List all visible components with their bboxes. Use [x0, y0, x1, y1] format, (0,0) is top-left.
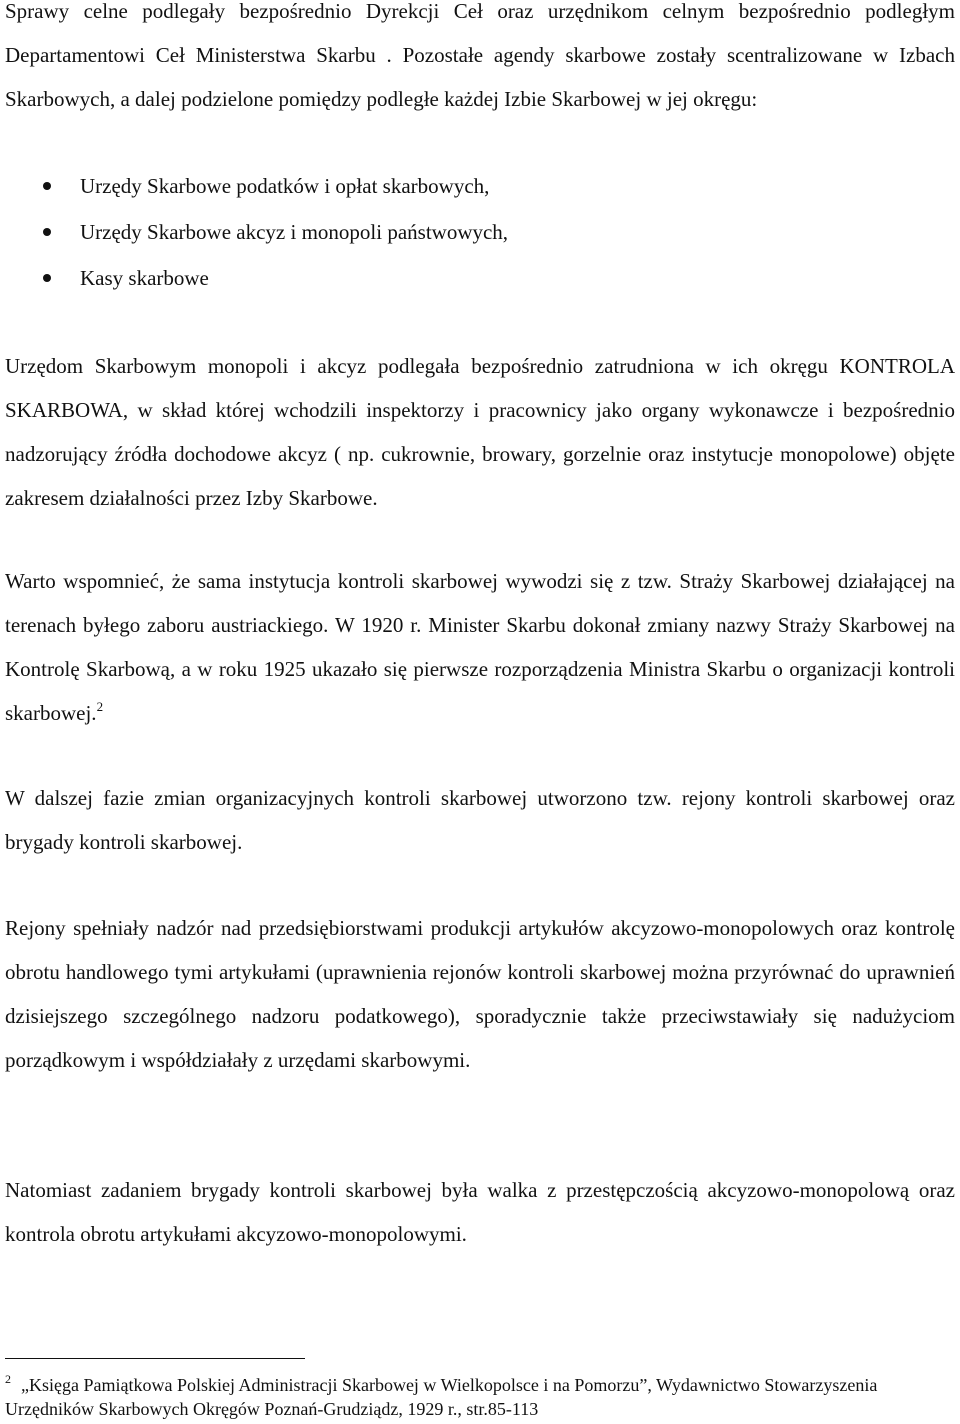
paragraph-straz-skarbowa [5, 559, 955, 735]
paragraph-brygady: Natomiast zadaniem brygady kontroli skarbowej była walka z przestępczością akcyzowo-monopolową oraz kontrola obrotu artykułami akcyzowo-monopolowymi. [5, 1178, 955, 1246]
paragraph-text: Warto wspomnieć, że sama instytucja kontroli skarbowej wywodzi się z tzw. Straży Skarbowej działającej na terenach byłego zaboru austriackiego. W 1920 r. Minister Skarbu dokonał zmiany nazwy Straży Skarbowej na Kontrolę Skarbową, a w roku 1925 ukazało się pierwsze rozporządzenia Ministra Skarbu o organizacji kontroli skarbowej. [5, 569, 955, 725]
list-item-text: Urzędy Skarbowe akcyz i monopoli państwowych, [80, 220, 509, 244]
paragraph-customs-and-treasury: Sprawy celne podlegały bezpośrednio Dyrekcji Ceł oraz urzędnikom celnym bezpośrednio podległym Departamentowi Ceł Ministerstwa Skarbu . Pozostałe agendy skarbowe zostały scentralizowane w Izbach Skarbowych, a dalej podzielone pomiędzy podległe każdej Izbie Skarbowej w jej okręgu: [5, 0, 955, 111]
footnote-reference: 2 [96, 699, 104, 714]
bullet-icon [43, 182, 51, 190]
footnote-separator [5, 1358, 305, 1359]
paragraph-organizational-changes: W dalszej fazie zmian organizacyjnych kontroli skarbowej utworzono tzw. rejony kontroli skarbowej oraz brygady kontroli skarbowej. [5, 786, 955, 854]
paragraph-kontrola-skarbowa: Urzędom Skarbowym monopoli i akcyz podlegała bezpośrednio zatrudniona w ich okręgu KONTROLA SKARBOWA, w skład której wchodzili inspektorzy i pracownicy jako organy wykonawcze i bezpośrednio nadzorujący źródła dochodowe akcyz ( np. cukrownie, browary, gorzelnie oraz instytucje monopolowe) objęte zakresem działalności przez Izby Skarbowe. [5, 354, 955, 510]
list-item-text: Kasy skarbowe [80, 266, 209, 290]
list-item-text: Urzędy Skarbowe podatków i opłat skarbowych, [80, 174, 490, 198]
paragraph-rejony: Rejony spełniały nadzór nad przedsiębiorstwami produkcji artykułów akcyzowo-monopolowych oraz kontrolę obrotu handlowego tymi artykułami (uprawnienia rejonów kontroli skarbowej można przyrównać do uprawnień dzisiejszego szczególnego nadzoru podatkowego), sporadycznie także przeciwstawiały się nadużyciom porządkowym i współdziałały z urzędami skarbowymi. [5, 916, 955, 1072]
footnote-number: 2 [5, 1372, 11, 1386]
bullet-icon [43, 274, 51, 282]
footnote-text: „Księga Pamiątkowa Polskiej Administracji Skarbowej w Wielkopolsce i na Pomorzu”, Wydawnictwo Stowarzyszenia Urzędników Skarbowych Okręgów Poznań-Grudziądz, 1929 r., str.85-113 [5, 1375, 878, 1419]
footnote [5, 1373, 955, 1421]
bullet-icon [43, 228, 51, 236]
